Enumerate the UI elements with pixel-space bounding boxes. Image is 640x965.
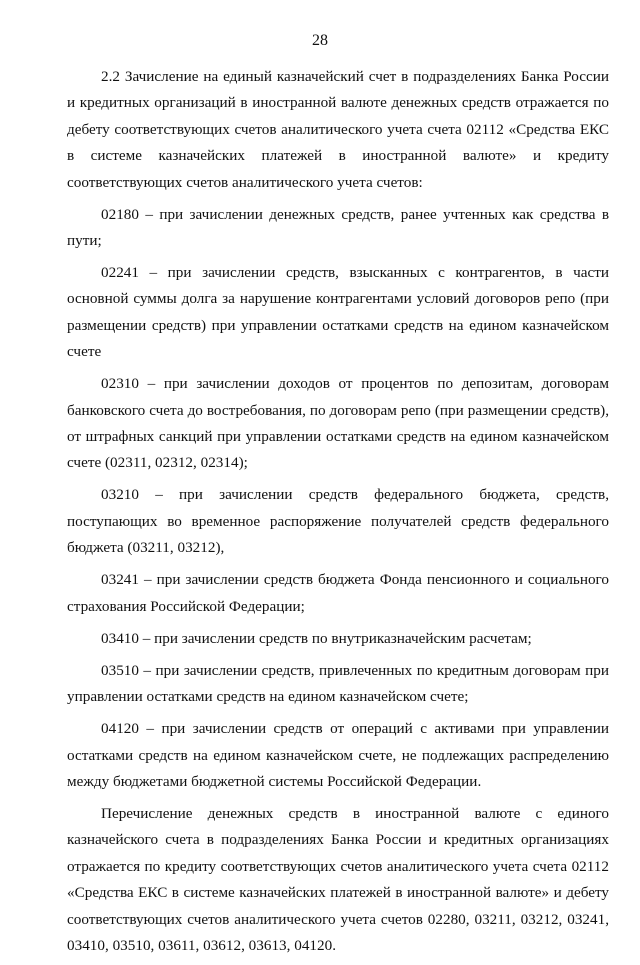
page-number: 28 [312, 32, 328, 49]
paragraph-02241: 02241 – при зачислении средств, взысканных с контрагентов, в части основной суммы долга за нарушение контрагентами условий договоров репо (при размещении средств) при управлении остатками средств на едином казначейском счете [67, 264, 609, 361]
paragraph-02310: 02310 – при зачислении доходов от процентов по депозитам, договорам банковского счета до востребования, по договорам репо (при размещении средств), от штрафных санкций при управлении остатками средств на едином казначейском счете (02311, 02312, 02314); [67, 375, 609, 472]
paragraph-03410: 03410 – при зачислении средств по внутриказначейским расчетам; [101, 629, 532, 647]
paragraph-02180: 02180 – при зачислении денежных средств, ранее учтенных как средства в пути; [67, 205, 609, 250]
paragraph-03210: 03210 – при зачислении средств федерального бюджета, средств, поступающих во временное распоряжение получателей средств федерального бюджета (03211, 03212), [67, 486, 609, 557]
document-body [67, 64, 609, 965]
paragraph-03241: 03241 – при зачислении средств бюджета Фонда пенсионного и социального страхования Российской Федерации; [67, 571, 609, 615]
paragraph-04120: 04120 – при зачислении средств от операций с активами при управлении остатками средств на едином казначейском счете, не подлежащих распределению между бюджетами бюджетной системы Российской Федерации. [67, 720, 609, 790]
paragraph-intro: 2.2 Зачисление на единый казначейский счет в подразделениях Банка России и кредитных организаций в иностранной валюте денежных средств отражается по дебету соответствующих счетов аналитического учета счета 02112 «Средства ЕКС в системе казначейских платежей в иностранной валюте» и кредиту соответствующих счетов аналитического учета счетов: [67, 68, 609, 191]
paragraph-03510: 03510 – при зачислении средств, привлеченных по кредитным договорам при управлении остатками средств на едином казначейском счете; [67, 661, 609, 706]
paragraph-transfer: Перечисление денежных средств в иностранной валюте с единого казначейского счета в подразделениях Банка России и кредитных организациях отражается по кредиту соответствующих счетов аналитического учета счета 02112 «Средства ЕКС в системе казначейских платежей в иностранной валюте» и дебету соответствующих счетов аналитического учета счетов 02280, 03211, 03212, 03241, 03410, 03510, 03611, 03612, 03613, 04120. [67, 804, 609, 954]
